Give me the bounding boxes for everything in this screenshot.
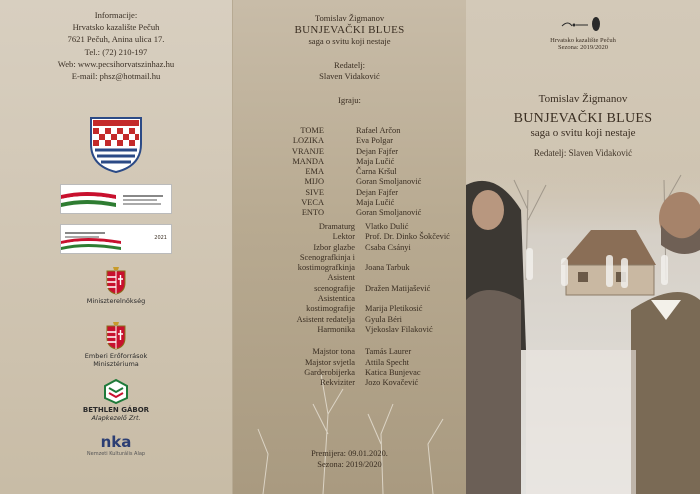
crew-role: Izbor glazbe <box>313 242 355 252</box>
banner-year: 2021 <box>154 235 167 241</box>
cast-row <box>233 136 466 146</box>
cover-photo <box>466 150 700 494</box>
premiere-date: Premijera: 09.01.2020. <box>311 449 388 458</box>
cast-actor: Rafael Arčon <box>356 126 401 135</box>
crew-role: Asistentica <box>317 294 355 304</box>
cast-row <box>233 188 466 198</box>
emmi-logo <box>61 320 171 368</box>
contact-phone: Tel.: (72) 210-197 <box>84 46 148 57</box>
middle-director: Slaven Vidaković <box>319 71 380 81</box>
crew-row <box>233 294 466 304</box>
cast-role: VRANJE <box>291 146 324 156</box>
crew-row <box>233 347 466 357</box>
crew-row <box>233 304 466 314</box>
cast-role: TOME <box>300 126 324 135</box>
hungarian-flag-icon <box>61 185 171 213</box>
cast-row <box>233 177 466 187</box>
crew-name: Csaba Csányi <box>365 242 411 252</box>
sponsor-banner-2 <box>61 225 171 253</box>
cast-row <box>233 126 466 136</box>
contact-heading: Informacije: <box>94 10 138 20</box>
cast-actor: Maja Lučić <box>356 198 395 208</box>
cast-actor: Goran Smoljanović <box>356 177 422 187</box>
crew-name: Katica Bunjevac <box>365 367 421 377</box>
crew-name: Attila Specht <box>365 357 409 367</box>
crew-role: kostimografije <box>306 304 355 314</box>
contact-web[interactable]: Web: www.pecsihorvatszinhaz.hu <box>57 58 175 69</box>
crew-row <box>233 358 466 368</box>
middle-title: BUNJEVAČKI BLUES <box>294 23 405 36</box>
crew-role: Harmonika <box>317 324 355 334</box>
cast-role: MANDA <box>292 156 324 166</box>
contact-org: Hrvatsko kazalište Pečuh <box>72 22 160 33</box>
crew-name: Dražen Matijašević <box>365 283 431 293</box>
crew-row <box>233 273 466 283</box>
woman-figure <box>466 181 526 494</box>
crew-name: Vlatko Dulić <box>365 222 409 231</box>
contact-email[interactable]: E-mail: phsz@hotmail.hu <box>71 71 161 82</box>
crew-row <box>233 368 466 378</box>
crew-name <box>359 335 365 347</box>
theatre-logo-season: Sezona: 2019/2020 <box>557 44 608 51</box>
ministry-logo <box>61 265 171 305</box>
premiere-season: Sezona: 2019/2020 <box>317 459 382 469</box>
crew-role: Majstor svjetla <box>304 357 355 367</box>
middle-header <box>233 0 466 106</box>
cast-row <box>233 208 466 218</box>
cast-actor: Eva Polgar <box>356 136 393 146</box>
crew-name: Joana Tarbuk <box>365 263 410 273</box>
crew-name: Gyula Béri <box>365 314 402 324</box>
bethlen-name: BETHLEN GÁBOR <box>82 406 150 414</box>
cast-role: SIVE <box>305 187 324 197</box>
emmi-name-line1: Emberi Erőforrások <box>84 352 148 360</box>
cast-row <box>233 147 466 157</box>
crew-role: Asistent redatelja <box>296 314 355 324</box>
cast-role: VECA <box>301 198 324 208</box>
crew-name: Vjekoslav Filaković <box>365 324 433 334</box>
crew-name <box>359 273 365 283</box>
crew-role: scenografije <box>314 283 355 293</box>
sponsor-banner <box>61 185 171 213</box>
crew-role: Rekviziter <box>320 378 355 388</box>
crew-row <box>233 284 466 294</box>
crew-role: Garderobijerka <box>304 367 355 377</box>
premiere-info <box>233 449 466 470</box>
middle-panel <box>233 0 466 494</box>
crew-row <box>233 222 466 232</box>
theatre-logo-org: Hrvatsko kazalište Pečuh <box>550 36 616 44</box>
ministry-name: Miniszterelnökség <box>86 297 146 305</box>
cast-actor: Goran Smoljanović <box>356 208 422 218</box>
crew-name: Jozo Kovačević <box>365 378 419 388</box>
left-panel <box>0 0 233 494</box>
theatre-logo-icon <box>558 14 608 34</box>
crew-role: Dramaturg <box>318 222 355 231</box>
crew-row <box>233 325 466 335</box>
crew-role: Scenografkinja i <box>299 252 355 262</box>
cast-role: LOZIKA <box>292 136 324 146</box>
middle-author: Tomislav Žigmanov <box>314 13 385 23</box>
crew-name: Prof. Dr. Dinko Šokčević <box>365 232 450 242</box>
cast-role: ENTO <box>301 208 324 218</box>
cast-list <box>233 126 466 219</box>
crew-name <box>359 253 365 263</box>
crest-icon <box>105 265 127 295</box>
crest-icon <box>105 320 127 350</box>
bethlen-emblem-icon <box>103 378 129 404</box>
nka-logo <box>76 434 156 458</box>
cover-author: Tomislav Žigmanov <box>538 93 628 105</box>
crew-name: Tamás Laurer <box>365 347 412 357</box>
crew-role: kostimografkinja <box>297 263 355 273</box>
crew-name <box>359 294 365 304</box>
cast-actor: Dejan Fajfer <box>356 187 399 197</box>
middle-director-label: Redatelj: <box>333 59 366 70</box>
cast-role: EMA <box>305 167 324 177</box>
middle-subtitle: saga o svitu koji nestaje <box>308 36 391 46</box>
crew-row <box>233 378 466 388</box>
crew-list <box>233 222 466 388</box>
right-panel <box>466 0 700 494</box>
crew-name: Marija Pletikosić <box>365 304 423 314</box>
crew-row <box>233 232 466 242</box>
contact-address: 7621 Pečuh, Anina ulica 17. <box>67 34 165 45</box>
cast-label: Igraju: <box>338 94 361 105</box>
cast-row <box>233 167 466 177</box>
crew-role <box>233 335 359 347</box>
cover-title: BUNJEVAČKI BLUES <box>513 111 653 126</box>
crew-role: Lektor <box>332 232 355 242</box>
cast-actor: Maja Lučić <box>356 156 395 166</box>
theatre-logo <box>466 14 700 52</box>
crew-role: Majstor tona <box>312 347 355 357</box>
cast-row <box>233 198 466 208</box>
bethlen-logo <box>61 378 171 422</box>
crew-row <box>233 315 466 325</box>
crew-row <box>233 253 466 263</box>
nka-mark: nka <box>100 433 132 451</box>
coat-of-arms-icon <box>83 114 149 174</box>
crew-role: Asistent <box>327 273 355 283</box>
crew-row <box>233 335 466 347</box>
cast-role: MIJO <box>304 177 324 187</box>
nka-name: Nemzeti Kulturális Alap <box>86 451 146 457</box>
cast-actor: Dejan Fajfer <box>356 146 399 156</box>
cover-subtitle: saga o svitu koji nestaje <box>530 127 636 139</box>
crew-row <box>233 263 466 273</box>
cast-row <box>233 157 466 167</box>
bethlen-sub: Alapkezelő Zrt. <box>91 414 141 422</box>
emmi-name-line2: Minisztériuma <box>93 360 139 368</box>
crew-row <box>233 243 466 253</box>
contact-info <box>0 0 232 82</box>
cast-actor: Čarna Kršul <box>356 167 397 177</box>
